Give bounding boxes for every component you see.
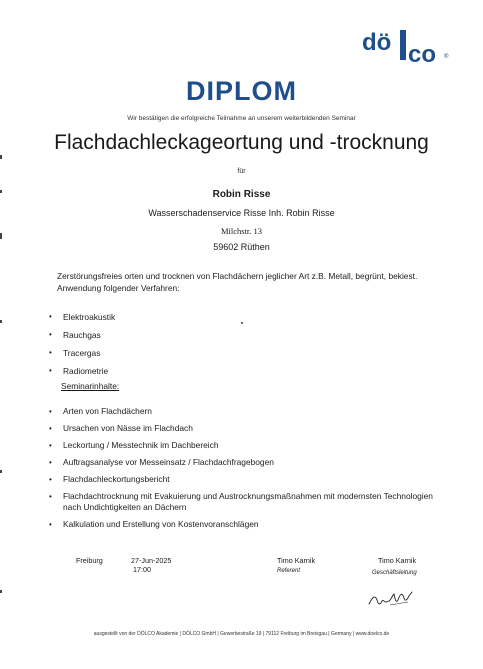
bullet-icon: • bbox=[49, 312, 52, 321]
recipient-name: Robin Risse bbox=[212, 189, 271, 200]
intro-text: Wir bestätigen die erfolgreiche Teilnahme an unserem weiterbildenden Seminar bbox=[127, 115, 356, 122]
bullet-icon: • bbox=[49, 407, 52, 416]
edge-mark bbox=[0, 590, 2, 593]
footer-date: 27-Jun-2025 17:00 bbox=[131, 556, 172, 574]
diploma-title: DIPLOM bbox=[186, 76, 297, 106]
handwritten-signature bbox=[366, 588, 416, 612]
list-item: • Elektroakustik bbox=[49, 312, 116, 322]
list-item: • Ursachen von Nässe im Flachdach bbox=[49, 423, 193, 433]
bullet-icon: • bbox=[49, 458, 52, 467]
svg-text:co: co bbox=[408, 41, 437, 68]
list-item: • Radiometrie bbox=[49, 366, 109, 376]
edge-mark bbox=[0, 155, 2, 159]
list-item: • Flachdachleckortungsbericht bbox=[49, 474, 170, 484]
footer-place: Freiburg bbox=[76, 556, 103, 565]
list-item: • Auftragsanalyse vor Messeinsatz / Flachdachfragebogen bbox=[49, 457, 274, 467]
bullet-icon: • bbox=[49, 424, 52, 433]
course-description: Zerstörungsfreies orten und trocknen von Flachdächern jeglicher Art z.B. Metall, begrünt, bekiest. Anwendung folgender Verfahren: bbox=[57, 271, 418, 293]
signer-referent: Timo Karnik Referent bbox=[277, 556, 316, 574]
doelco-logo bbox=[360, 28, 452, 76]
signer-management: Timo Karnik Geschäftsleitung bbox=[372, 556, 417, 576]
list-item: • Leckortung / Messtechnik im Dachbereich bbox=[49, 440, 219, 450]
bullet-icon: • bbox=[49, 330, 52, 339]
bullet-icon: • bbox=[49, 366, 52, 375]
list-item: • Kalkulation und Erstellung von Kostenvoranschlägen bbox=[49, 519, 259, 529]
edge-mark bbox=[0, 233, 2, 239]
contents-heading: Seminarinhalte: bbox=[61, 381, 120, 391]
edge-mark bbox=[0, 320, 2, 323]
recipient-city: 59602 Rüthen bbox=[213, 242, 270, 252]
stray-dot bbox=[241, 322, 243, 324]
list-item: • Arten von Flachdächern bbox=[49, 406, 152, 416]
list-item: • Flachdachtrocknung mit Evakuierung und Austrocknungsmaßnahmen mit modernsten Technologien nach Undichtigkeiten an Dächern bbox=[49, 491, 433, 512]
contents-list bbox=[49, 406, 439, 536]
svg-text:dö: dö bbox=[362, 29, 392, 56]
methods-list bbox=[49, 312, 115, 384]
for-label: für bbox=[237, 168, 246, 175]
list-item: • Rauchgas bbox=[49, 330, 101, 340]
issuer-line: ausgestellt von der DÖLCO Akademie | DÖLCO GmbH | Gewerbestraße 19 | 79112 Freiburg im Breisgau | Germany | www.doelco.de bbox=[93, 631, 390, 637]
recipient-street: Milchstr. 13 bbox=[220, 226, 263, 236]
edge-mark bbox=[0, 470, 2, 473]
bullet-icon: • bbox=[49, 520, 52, 529]
bullet-icon: • bbox=[49, 475, 52, 484]
bullet-icon: • bbox=[49, 492, 52, 501]
recipient-company: Wasserschadenservice Risse Inh. Robin Risse bbox=[148, 208, 335, 218]
course-title: Flachdachleckageortung und -trocknung bbox=[54, 131, 429, 154]
edge-mark bbox=[0, 190, 2, 193]
bullet-icon: • bbox=[49, 348, 52, 357]
list-item: • Tracergas bbox=[49, 348, 101, 358]
svg-text:®: ® bbox=[444, 54, 449, 60]
bullet-icon: • bbox=[49, 441, 52, 450]
